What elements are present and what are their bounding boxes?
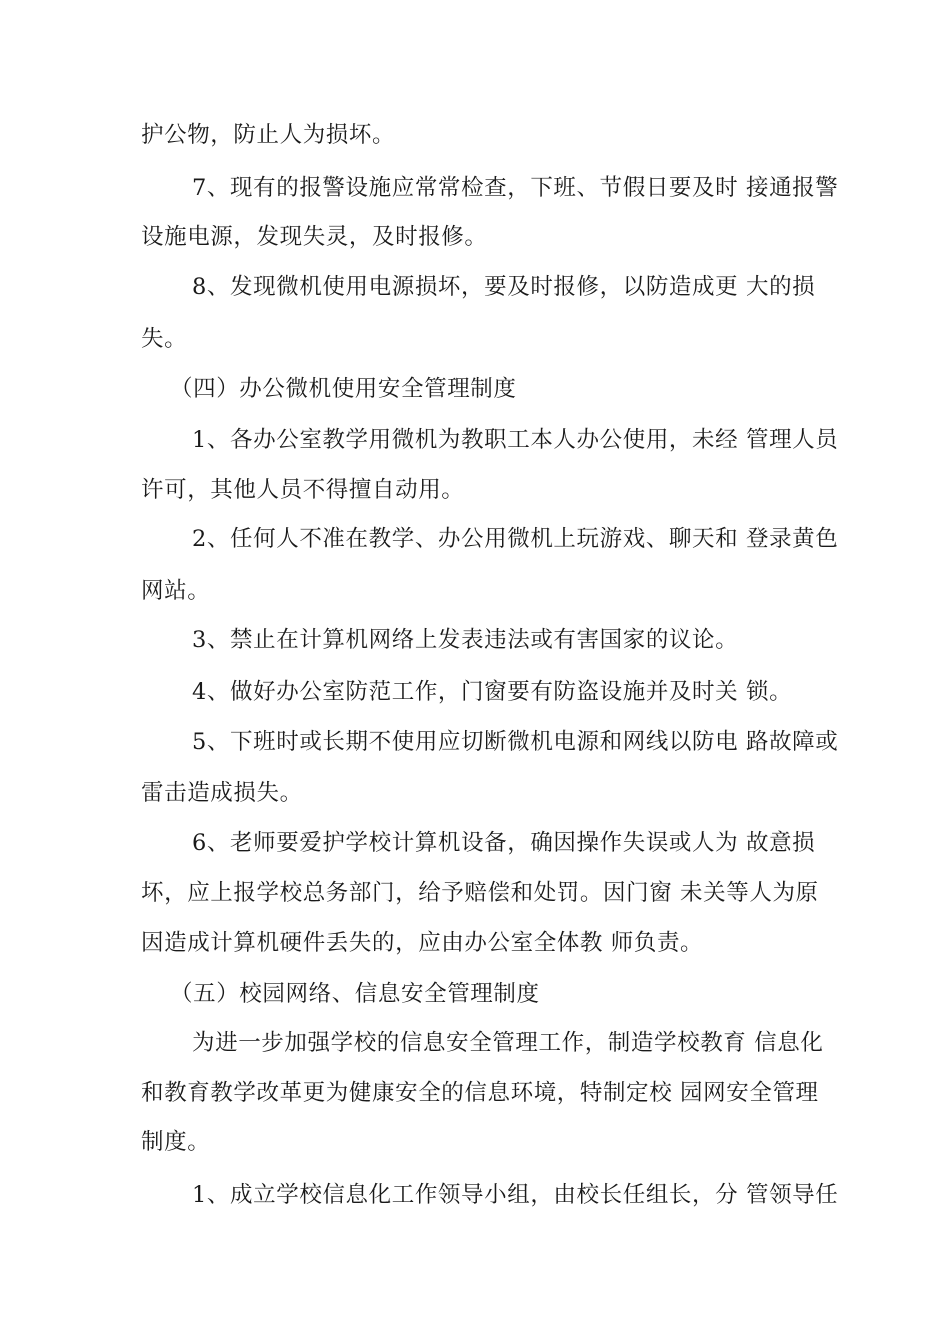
body-text-line: 6、老师要爱护学校计算机设备，确因操作失误或人为 故意损: [192, 830, 816, 856]
body-text-line: 1、各办公室教学用微机为教职工本人办公使用，未经 管理人员: [192, 427, 839, 453]
section-heading: （五）校园网络、信息安全管理制度: [170, 981, 540, 1007]
body-text-line: 网站。: [141, 578, 211, 604]
body-text-line: 护公物，防止人为损坏。: [141, 122, 396, 148]
body-text-line: 和教育教学改革更为健康安全的信息环境，特制定校 园网安全管理: [141, 1080, 819, 1106]
section-heading: （四）办公微机使用安全管理制度: [170, 376, 517, 402]
body-text-line: 3、禁止在计算机网络上发表违法或有害国家的议论。: [192, 627, 739, 653]
body-text-line: 8、发现微机使用电源损坏，要及时报修，以防造成更 大的损: [192, 274, 816, 300]
body-text-line: 因造成计算机硬件丢失的，应由办公室全体教 师负责。: [141, 930, 704, 956]
body-text-line: 制度。: [141, 1129, 211, 1155]
body-text-line: 1、成立学校信息化工作领导小组，由校长任组长，分 管领导任: [192, 1182, 839, 1208]
body-text-line: 许可，其他人员不得擅自动用。: [141, 477, 465, 503]
body-text-line: 7、现有的报警设施应常常检查，下班、节假日要及时 接通报警: [192, 175, 839, 201]
body-text-line: 5、下班时或长期不使用应切断微机电源和网线以防电 路故障或: [192, 729, 839, 755]
body-text-line: 2、任何人不准在教学、办公用微机上玩游戏、聊天和 登录黄色: [192, 526, 839, 552]
body-text-line: 失。: [141, 326, 188, 352]
body-text-line: 为进一步加强学校的信息安全管理工作，制造学校教育 信息化: [192, 1030, 824, 1056]
body-text-line: 雷击造成损失。: [141, 780, 303, 806]
body-text-line: 坏，应上报学校总务部门，给予赔偿和处罚。因门窗 未关等人为原: [141, 880, 819, 906]
body-text-line: 4、做好办公室防范工作，门窗要有防盗设施并及时关 锁。: [192, 679, 793, 705]
body-text-line: 设施电源，发现失灵，及时报修。: [141, 224, 488, 250]
